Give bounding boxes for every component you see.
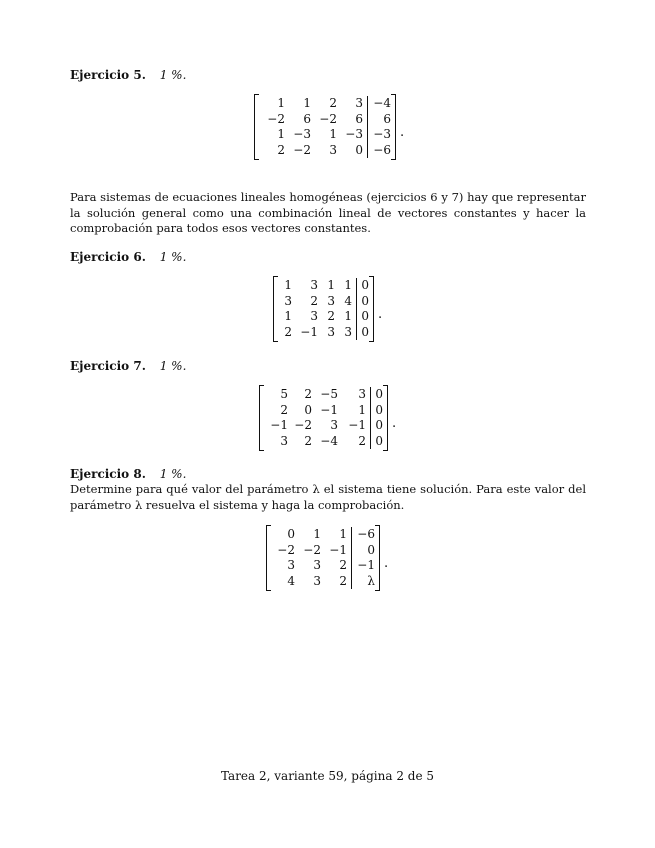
matrix-cell: 4 [287, 573, 295, 588]
matrix-cell: −3 [345, 127, 363, 141]
matrix-column [360, 278, 369, 340]
matrix-cell: 0 [361, 309, 369, 323]
matrix-cell: 3 [327, 324, 335, 339]
matrix-body [271, 525, 375, 591]
matrix-column [259, 96, 285, 158]
matrix-cell: 0 [367, 542, 375, 557]
matrix-column [312, 387, 338, 449]
exercise-8-text: Determine para qué valor del parámetro λ el sistema tiene solución. Para este valor del parámetro λ resuelva el sistema y haga la comprobación. [70, 482, 586, 512]
matrix-cell: −2 [267, 111, 285, 126]
matrix-cell: 1 [329, 127, 337, 141]
matrix-cell: 1 [313, 527, 321, 541]
exercise-7-weight: 1 %. [159, 359, 187, 373]
exercise-6-matrix [273, 276, 382, 342]
matrix-column [311, 96, 337, 158]
matrix-cell: 2 [277, 142, 285, 157]
matrix-cell: −6 [373, 142, 391, 157]
matrix-column [288, 387, 312, 449]
matrix-column [285, 96, 311, 158]
matrix-cell: 0 [355, 142, 363, 157]
matrix-cell: 3 [310, 278, 318, 292]
matrix-column [355, 527, 375, 589]
matrix-cell: 3 [310, 309, 318, 323]
matrix-cell: 0 [375, 387, 383, 401]
matrix-cell: −2 [293, 142, 311, 157]
matrix-cell: −1 [329, 542, 347, 557]
right-bracket [391, 94, 396, 160]
right-bracket [369, 276, 374, 342]
matrix-cell: 6 [303, 111, 311, 126]
matrix-cell: 3 [329, 142, 337, 157]
matrix-column [292, 278, 318, 340]
matrix-cell: −3 [293, 127, 311, 141]
matrix-cell: −2 [303, 542, 321, 557]
page-footer: Tarea 2, variante 59, página 2 de 5 [220, 769, 435, 783]
matrix-cell: 5 [280, 387, 288, 401]
matrix-cell: 0 [304, 402, 312, 417]
exercise-8-matrix [266, 525, 388, 591]
matrix-cell: −4 [373, 96, 391, 110]
matrix-body [278, 276, 369, 342]
matrix-body [264, 385, 383, 451]
right-bracket [383, 385, 388, 451]
matrix-cell: 2 [280, 402, 288, 417]
right-bracket [375, 525, 380, 591]
matrix-column [335, 278, 352, 340]
matrix-cell: −1 [348, 418, 366, 432]
matrix-cell: 1 [277, 127, 285, 141]
matrix-cell: −1 [320, 402, 338, 417]
exercise-6-label: Ejercicio 6. [70, 250, 146, 264]
matrix-cell: 1 [303, 96, 311, 110]
matrix-cell: 0 [375, 418, 383, 432]
matrix-cell: 0 [287, 527, 295, 541]
matrix-cell: 3 [327, 293, 335, 308]
matrix-body [259, 94, 391, 160]
matrix-column [295, 527, 321, 589]
matrix-cell: 2 [304, 387, 312, 401]
matrix-cell: 4 [344, 293, 352, 308]
exercise-8-title [70, 466, 186, 482]
matrix-column [321, 527, 347, 589]
matrix-column [264, 387, 288, 449]
matrix-cell: 3 [358, 387, 366, 401]
matrix-cell: −2 [277, 542, 295, 557]
matrix-cell: 3 [313, 573, 321, 588]
matrix-cell: 1 [327, 278, 335, 292]
matrix-cell: 3 [287, 558, 295, 572]
matrix-cell: 1 [284, 278, 292, 292]
matrix-cell: 2 [339, 558, 347, 572]
matrix-cell: 3 [330, 418, 338, 432]
matrix-cell: 3 [344, 324, 352, 339]
matrix-column [278, 278, 292, 340]
matrix-column [271, 527, 295, 589]
exercise-7-matrix [259, 385, 396, 451]
matrix-column [374, 387, 383, 449]
matrix-cell: 1 [344, 278, 352, 292]
matrix-cell: −2 [294, 418, 312, 432]
matrix-end-period: . [384, 555, 389, 571]
matrix-cell: 0 [375, 402, 383, 417]
matrix-cell: 0 [361, 293, 369, 308]
matrix-column [337, 96, 363, 158]
matrix-cell: 1 [284, 309, 292, 323]
exercise-6-title [70, 249, 186, 265]
exercise-5-weight: 1 %. [159, 68, 187, 82]
matrix-cell: −3 [373, 127, 391, 141]
matrix-cell: −1 [270, 418, 288, 432]
matrix-cell: 3 [355, 96, 363, 110]
matrix-cell: 1 [358, 402, 366, 417]
matrix-cell: 0 [361, 324, 369, 339]
matrix-column [371, 96, 391, 158]
matrix-cell: 1 [344, 309, 352, 323]
exercise-5-matrix [254, 94, 404, 160]
augmented-separator [370, 387, 371, 449]
matrix-cell: 2 [358, 433, 366, 448]
matrix-cell: 1 [339, 527, 347, 541]
matrix-cell: λ [367, 573, 375, 588]
matrix-cell: 2 [327, 309, 335, 323]
exercise-8-label: Ejercicio 8. [70, 467, 146, 481]
matrix-cell: 3 [313, 558, 321, 572]
matrix-cell: −6 [357, 527, 375, 541]
matrix-end-period: . [378, 306, 383, 322]
exercise-7-label: Ejercicio 7. [70, 359, 146, 373]
matrix-cell: 2 [284, 324, 292, 339]
matrix-cell: 2 [310, 293, 318, 308]
matrix-cell: 1 [277, 96, 285, 110]
matrix-cell: 0 [361, 278, 369, 292]
exercise-6-weight: 1 %. [159, 250, 187, 264]
augmented-separator [367, 96, 368, 158]
matrix-cell: −2 [319, 111, 337, 126]
matrix-end-period: . [400, 124, 405, 140]
augmented-separator [351, 527, 352, 589]
matrix-cell: 6 [355, 111, 363, 126]
intro-paragraph: Para sistemas de ecuaciones lineales homogéneas (ejercicios 6 y 7) hay que representar la solución general como una combinación lineal de vectores constantes y hacer la comprobación para todos esos vectores constantes. [70, 190, 586, 235]
matrix-cell: 2 [339, 573, 347, 588]
matrix-cell: −5 [320, 387, 338, 401]
matrix-cell: 6 [383, 111, 391, 126]
exercise-8-weight: 1 %. [159, 467, 187, 481]
exercise-5-title [70, 67, 186, 83]
matrix-column [338, 387, 366, 449]
matrix-cell: −1 [357, 558, 375, 572]
matrix-cell: −4 [320, 433, 338, 448]
augmented-separator [356, 278, 357, 340]
exercise-5-label: Ejercicio 5. [70, 68, 146, 82]
matrix-cell: 0 [375, 433, 383, 448]
matrix-cell: 2 [304, 433, 312, 448]
matrix-cell: 2 [329, 96, 337, 110]
matrix-cell: 3 [280, 433, 288, 448]
exercise-7-title [70, 358, 186, 374]
matrix-cell: −1 [300, 324, 318, 339]
matrix-cell: 3 [284, 293, 292, 308]
matrix-column [318, 278, 335, 340]
matrix-end-period: . [392, 415, 397, 431]
